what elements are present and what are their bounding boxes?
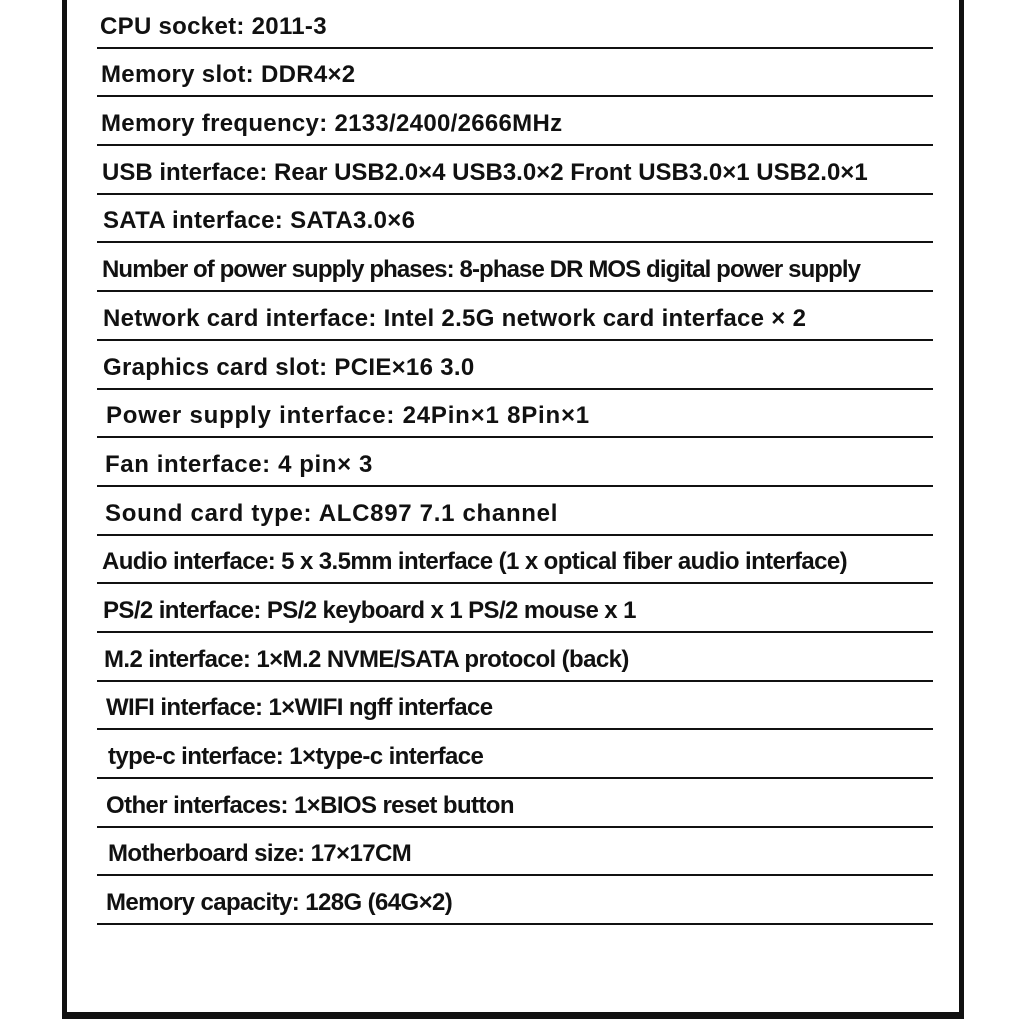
spec-text: [102, 159, 868, 187]
spec-row-graphics-slot: [97, 341, 933, 390]
spec-row-network-card: [97, 292, 933, 341]
spec-value: Rear USB2.0×4 USB3.0×2 Front USB3.0×1 USB2.0×1: [274, 158, 868, 186]
spec-label: PS/2 interface:: [103, 596, 261, 624]
spec-text: [108, 840, 411, 868]
spec-text: [103, 354, 474, 382]
spec-text: [106, 402, 590, 430]
spec-value: PCIE×16 3.0: [334, 353, 475, 381]
spec-label: SATA interface:: [103, 207, 284, 235]
spec-text: [101, 61, 355, 89]
spec-label: Sound card type:: [105, 499, 313, 527]
spec-value: 5 x 3.5mm interface (1 x optical fiber audio interface): [281, 548, 848, 576]
spec-row-power-phases: [97, 243, 933, 292]
spec-text: [108, 743, 483, 771]
spec-row-memory-capacity: [97, 876, 933, 925]
spec-label: type-c interface:: [108, 743, 284, 770]
spec-row-ps2-interface: [97, 584, 933, 633]
spec-label: Other interfaces:: [106, 791, 288, 819]
spec-row-m2-interface: [97, 633, 933, 682]
spec-value: PS/2 keyboard x 1 PS/2 mouse x 1: [266, 596, 636, 624]
spec-text: [104, 646, 629, 674]
spec-row-cpu-socket: [97, 0, 933, 49]
spec-value: 2011-3: [251, 12, 327, 40]
spec-value: 1×BIOS reset button: [293, 791, 514, 819]
spec-label: USB interface:: [102, 158, 268, 186]
spec-value: 1×type-c interface: [289, 743, 484, 770]
spec-row-memory-frequency: [97, 97, 933, 146]
spec-value: 17×17CM: [310, 840, 412, 868]
spec-label: CPU socket:: [100, 12, 245, 40]
spec-row-sound-card: [97, 487, 933, 536]
spec-row-audio-interface: [97, 536, 933, 585]
spec-text: [106, 694, 493, 722]
spec-label: Number of power supply phases:: [102, 256, 454, 284]
spec-row-sata-interface: [97, 195, 933, 244]
spec-label: M.2 interface:: [104, 645, 251, 673]
spec-row-other-interfaces: [97, 779, 933, 828]
spec-label: Power supply interface:: [106, 402, 396, 430]
spec-label: Audio interface:: [102, 548, 276, 576]
spec-value: DDR4×2: [260, 61, 356, 89]
spec-label: Memory frequency:: [101, 110, 328, 138]
spec-value: 1×WIFI ngff interface: [268, 694, 493, 722]
spec-label: Memory capacity:: [106, 889, 300, 917]
spec-text: [103, 597, 636, 625]
spec-text: [102, 548, 847, 576]
spec-row-motherboard-size: [97, 828, 933, 877]
spec-value: ALC897 7.1 channel: [318, 499, 559, 527]
spec-label: Network card interface:: [103, 304, 377, 332]
spec-text: [103, 305, 806, 333]
spec-text: [106, 889, 452, 917]
spec-value: 2133/2400/2666MHz: [334, 110, 563, 138]
spec-row-type-c-interface: [97, 730, 933, 779]
spec-label: Memory slot:: [101, 61, 254, 89]
spec-text: [105, 451, 373, 479]
spec-text: [103, 207, 415, 235]
spec-row-memory-slot: [97, 49, 933, 98]
spec-value: SATA3.0×6: [290, 207, 416, 235]
spec-value: Intel 2.5G network card interface × 2: [383, 304, 807, 332]
spec-value: 128G (64G×2): [305, 889, 453, 917]
spec-text: [105, 500, 558, 528]
spec-text: [106, 792, 514, 820]
spec-text: [101, 110, 562, 138]
spec-value: 8-phase DR MOS digital power supply: [459, 256, 861, 284]
spec-row-fan-interface: [97, 438, 933, 487]
spec-row-usb-interface: [97, 146, 933, 195]
spec-value: 24Pin×1 8Pin×1: [402, 402, 590, 430]
spec-label: WIFI interface:: [106, 694, 263, 722]
spec-value: 4 pin× 3: [278, 450, 373, 478]
spec-label: Fan interface:: [105, 450, 271, 478]
spec-label: Graphics card slot:: [103, 353, 328, 381]
spec-row-power-supply-interface: [97, 390, 933, 439]
spec-label: Motherboard size:: [108, 840, 305, 868]
spec-table: [97, 0, 933, 925]
spec-text: [100, 13, 327, 41]
spec-value: 1×M.2 NVME/SATA protocol (back): [256, 645, 629, 673]
spec-text: [102, 256, 860, 284]
spec-row-wifi-interface: [97, 682, 933, 731]
